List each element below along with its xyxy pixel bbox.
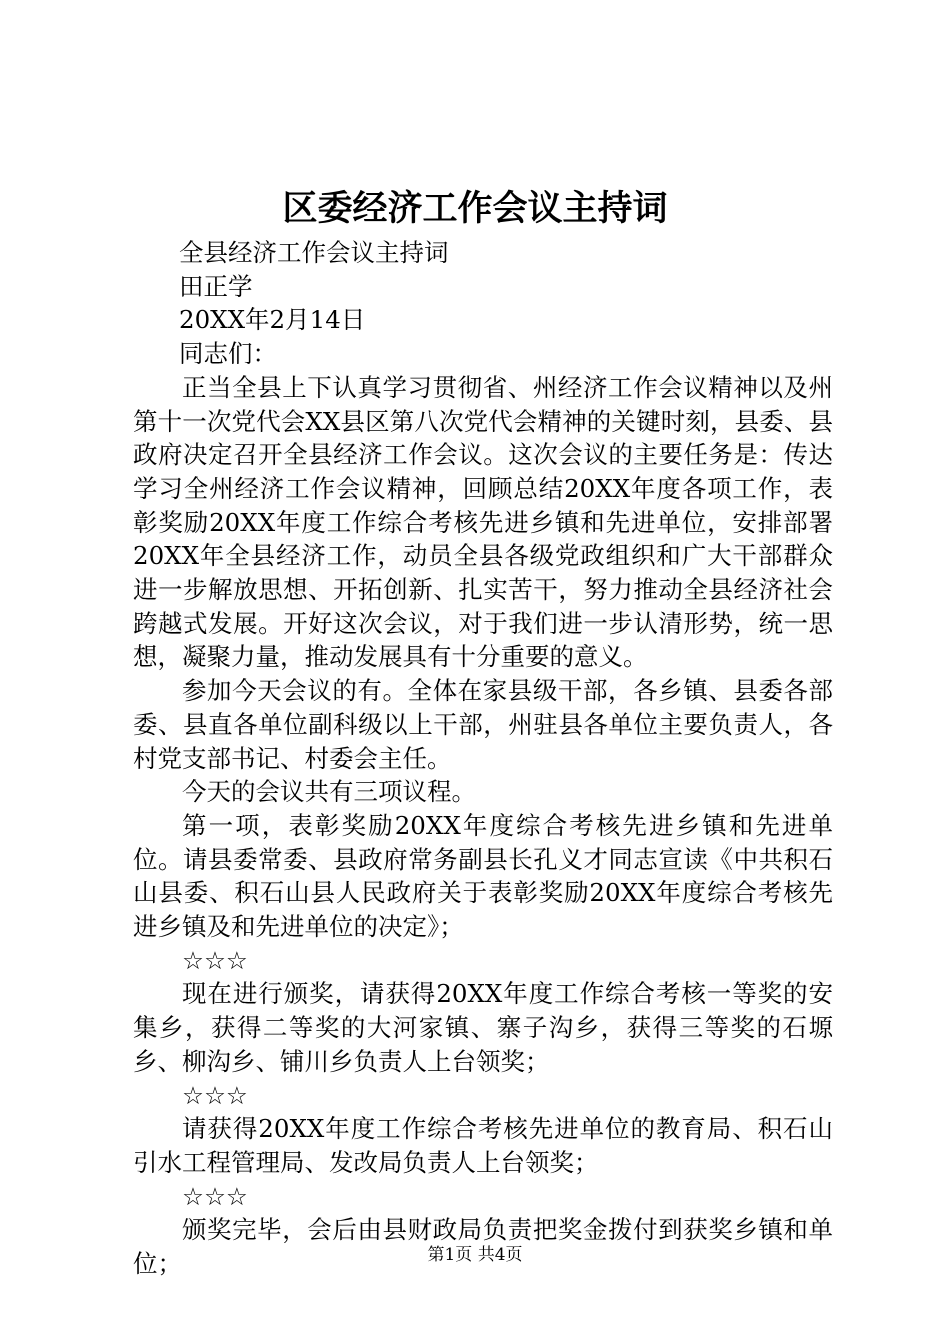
separator-stars: ☆☆☆ bbox=[182, 1080, 248, 1110]
separator-stars: ☆☆☆ bbox=[182, 1181, 248, 1211]
document-body bbox=[133, 236, 833, 1281]
salutation: 同志们： bbox=[179, 339, 277, 369]
document-subtitle: 全县经济工作会议主持词 bbox=[179, 238, 449, 267]
document-title: 区委经济工作会议主持词 bbox=[282, 189, 668, 229]
paragraph-attendees: 参加今天会议的有。全体在家县级干部，各乡镇、县委各部委、县直各单位副科级以上干部，州驻县各单位主要负责人，各村党支部书记、村委会主任。 bbox=[133, 676, 833, 773]
paragraph-item-one: 第一项，表彰奖励20XX年度综合考核先进乡镇和先进单位。请县委常委、县政府常务副县长孔义才同志宣读《中共积石山县委、积石山县人民政府关于表彰奖励20XX年度综合考核先进乡镇及和先进单位的决定》； bbox=[133, 810, 833, 942]
paragraph-awards-units: 请获得20XX年度工作综合考核先进单位的教育局、积石山引水工程管理局、发改局负责人上台领奖； bbox=[133, 1114, 833, 1177]
paragraph-awards-towns: 现在进行颁奖，请获得20XX年度工作综合考核一等奖的安集乡，获得二等奖的大河家镇、寨子沟乡，获得三等奖的石塬乡、柳沟乡、铺川乡负责人上台领奖； bbox=[133, 979, 833, 1076]
paragraph-intro: 正当全县上下认真学习贯彻省、州经济工作会议精神以及州第十一次党代会XX县区第八次党代会精神的关键时刻，县委、县政府决定召开全县经济工作会议。这次会议的主要任务是：传达学习全州经济工作会议精神，回顾总结20XX年度各项工作，表彰奖励20XX年度工作综合考核先进乡镇和先进单位，安排部署20XX年全县经济工作，动员全县各级党政组织和广大干部群众进一步解放思想、开拓创新、扎实苦干，努力推动全县经济社会跨越式发展。开好这次会议，对于我们进一步认清形势，统一思想，凝聚力量，推动发展具有十分重要的意义。 bbox=[133, 372, 833, 672]
paragraph-agenda: 今天的会议共有三项议程。 bbox=[182, 777, 476, 807]
document-author: 田正学 bbox=[179, 271, 253, 301]
document-date: 20XX年2月14日 bbox=[179, 305, 366, 335]
paragraph-closing: 颁奖完毕，会后由县财政局负责把奖金拨付到获奖乡镇和单位； bbox=[133, 1215, 833, 1279]
page-number: 第1页 共4页 bbox=[427, 1245, 523, 1265]
separator-stars: ☆☆☆ bbox=[182, 945, 248, 975]
